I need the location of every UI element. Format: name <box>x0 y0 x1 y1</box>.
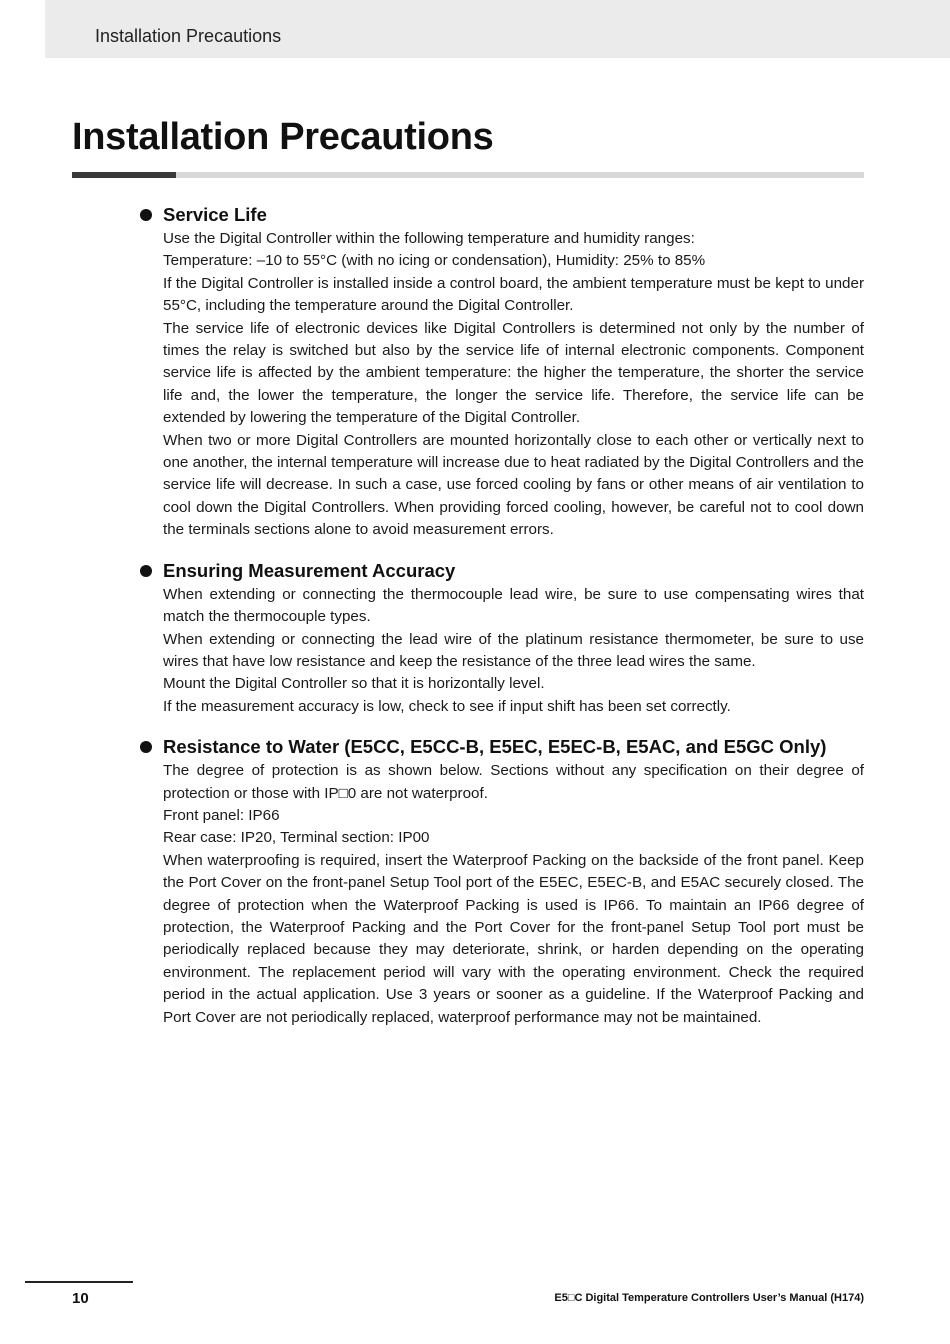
paragraph: When extending or connecting the lead wire of the platinum resistance thermometer, be sure to use wires that have low resistance and keep the resistance of the three lead wires the same. <box>163 630 864 670</box>
paragraph: The service life of electronic devices like Digital Controllers is determined not only by the number of times the relay is switched but also by the service life of internal electronic components. Component service life is affected by the ambient temperature: the higher the temperature, the shorter the service life and, the lower the temperature, the longer the service life. Therefore, the service life can be extended by lowering the temperature of the Digital Controller. <box>163 319 864 427</box>
paragraph: When waterproofing is required, insert the Waterproof Packing on the backside of the front panel. Keep the Port Cover on the front-panel Setup Tool port of the E5EC, E5EC-B, and E5AC securely closed. The degree of protection when the Waterproof Packing is used is IP66. To maintain an IP66 degree of protection, the Waterproof Packing and the Port Cover for the front-panel Setup Tool port must be periodically replaced because they may deteriorate, shrink, or harden depending on the operating environment. The replacement period will vary with the operating environment. Check the required period in the actual application. Use 3 years or sooner as a guideline. If the Waterproof Packing and Port Cover are not periodically replaced, waterproof performance may not be maintained. <box>163 851 864 1026</box>
section-heading <box>140 558 864 584</box>
section-service-life <box>140 202 864 542</box>
title-rule-accent <box>72 172 176 178</box>
paragraph: If the Digital Controller is installed inside a control board, the ambient temperature must be kept to under 55°C, including the temperature around the Digital Controller. <box>163 274 864 315</box>
content-body <box>140 202 864 1045</box>
bullet-icon <box>140 565 152 577</box>
section-measurement-accuracy <box>140 558 864 718</box>
footer-manual-title: E5□C Digital Temperature Controllers User’s Manual (H174) <box>554 1292 864 1304</box>
paragraph: The degree of protection is as shown below. Sections without any specification on their degree of protection or those with IP□0 are not waterproof. <box>163 762 864 802</box>
header-band <box>45 0 950 58</box>
bullet-icon <box>140 741 152 753</box>
paragraph: Mount the Digital Controller so that it is horizontally level. <box>163 675 545 693</box>
section-heading <box>140 202 864 228</box>
bullet-icon <box>140 209 152 221</box>
page-number: 10 <box>72 1290 89 1307</box>
paragraph: When two or more Digital Controllers are mounted horizontally close to each other or vertically next to one another, the internal temperature will increase due to heat radiated by the Digital Controllers and the service life will decrease. In such a case, use forced cooling by fans or other means of air ventilation to cool down the Digital Controllers. When providing forced cooling, however, be careful not to cool down the terminals sections alone to avoid measurement errors. <box>163 431 864 539</box>
section-water-resistance <box>140 734 864 1029</box>
section-heading <box>140 734 864 760</box>
section-heading-text: Service Life <box>163 204 267 225</box>
paragraph: Temperature: –10 to 55°C (with no icing or condensation), Humidity: 25% to 85% <box>163 252 706 270</box>
title-rule <box>72 172 864 178</box>
paragraph: When extending or connecting the thermocouple lead wire, be sure to use compensating wires that match the thermocouple types. <box>163 585 864 626</box>
paragraph: Use the Digital Controller within the following temperature and humidity ranges: <box>163 230 695 247</box>
paragraph: Front panel: IP66 <box>163 806 280 824</box>
paragraph: Rear case: IP20, Terminal section: IP00 <box>163 829 430 847</box>
page-title: Installation Precautions <box>72 116 494 158</box>
paragraph: If the measurement accuracy is low, check to see if input shift has been set correctly. <box>163 697 731 715</box>
footer-rule <box>25 1281 133 1283</box>
section-heading-text: Resistance to Water (E5CC, E5CC-B, E5EC, E5EC-B, E5AC, and E5GC Only) <box>163 736 827 758</box>
section-heading-text: Ensuring Measurement Accuracy <box>163 559 456 581</box>
running-header: Installation Precautions <box>95 26 282 46</box>
